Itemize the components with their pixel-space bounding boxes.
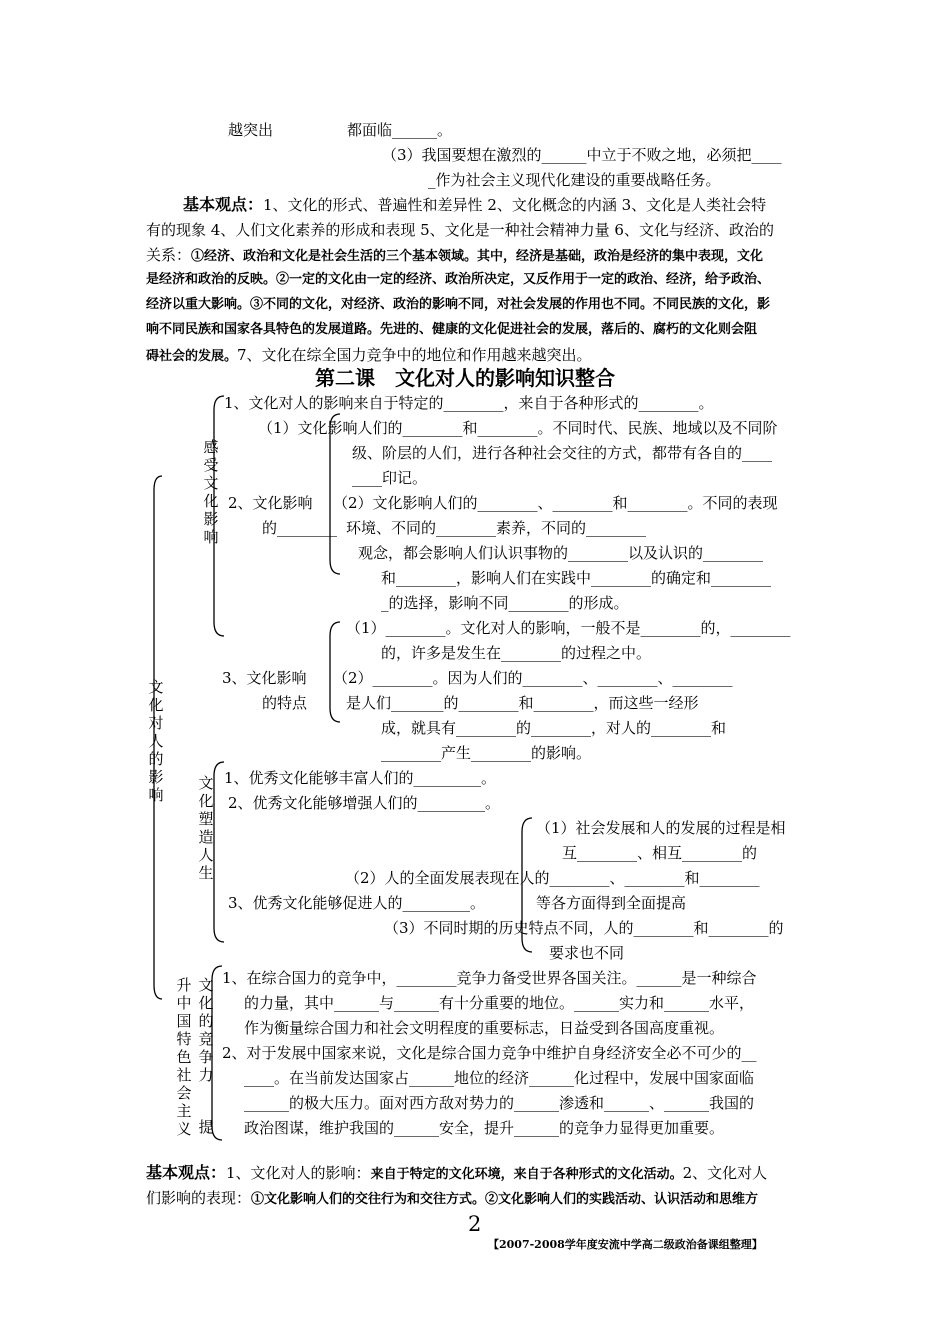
sec1-f2-line2: 是人们_______的________和________，而这些一经形: [346, 694, 699, 712]
basic2-text2a: 们影响的表现：: [146, 1189, 252, 1207]
basic1-line2: 有的现象 4、人们文化素养的形成和表现 5、文化是一种社会精神力量 6、文化与经济、政治的: [146, 221, 774, 239]
vertical-comp-right-label: 文化的竞争力: [198, 976, 214, 1084]
sec1-f2-line1: （2）________。因为人们的________、________、________: [333, 669, 733, 687]
sec1-item3-b: 的特点: [262, 694, 308, 712]
basic2-text2b: ①文化影响人们的交往行为和交往方式。②文化影响人们的实践活动、认识活动和思维方: [251, 1192, 759, 1207]
basic1-line4: 是经济和政治的反映。②一定的文化由一定的经济、政治所决定，又反作用于一定的政治、经济，给予政治、: [146, 272, 771, 287]
sec1-item2-a: 2、文化影响: [228, 494, 313, 512]
basic1-text1: 1、文化的形式、普遍性和差异性 2、文化概念的内涵 3、文化是人类社会特: [263, 196, 767, 214]
top-line1-b: 都面临______。: [347, 121, 453, 139]
basic1-line6: 响不同民族和国家各具特色的发展道路。先进的、健康的文化促进社会的发展，落后的、腐朽的文化则会阻: [146, 322, 758, 337]
sec3-line1: 1、在综合国力的竞争中，________竞争力备受世界各国关注。______是一种综合: [222, 969, 757, 987]
sec3-line2: 的力量，其中______与______有十分重要的地位。______实力和______水平，: [244, 994, 755, 1012]
basic2-text1c: 2、文化对人: [682, 1164, 768, 1182]
sec2-s1-line1: （1）社会发展和人的发展的过程是相: [536, 819, 786, 837]
basic2-label: 基本观点：: [146, 1163, 227, 1182]
basic1-text3b: ①经济、政治和文化是社会生活的三个基本领域。其中，经济是基础，政治是经济的集中表现，文化: [191, 249, 764, 264]
sec1-item1: 1、文化对人的影响来自于特定的________，来自于各种形式的________。: [224, 394, 714, 412]
vertical-comp-left-label: 升中国特色社会主义: [176, 976, 192, 1138]
sec1-sub2-line2: 环境、不同的________素养，不同的________: [346, 519, 647, 537]
vertical-feel-label: 感受文化影响: [203, 438, 219, 546]
top-line1-a: 越突出: [228, 121, 274, 139]
basic1-label: 基本观点：: [183, 195, 264, 214]
basic1-text7b: 7、文化在综全国力竞争中的地位和作用越来越突出。: [237, 346, 592, 364]
basic1-line1: [183, 196, 766, 214]
top-line3: _作为社会主义现代化建设的重要战略任务。: [428, 171, 721, 189]
basic2-text1a: 1、文化对人的影响：: [226, 1164, 371, 1182]
basic2-line2: [146, 1189, 758, 1209]
sec3-line6: ______的极大压力。面对西方敌对势力的______渗透和______、______我国的: [244, 1094, 755, 1112]
vertical-main-label: 文化对人的影响: [148, 678, 164, 804]
sec1-f2-line4: ________产生________的影响。: [381, 744, 592, 762]
basic2-text1b: 来自于特定的文化环境，来自于各种形式的文化活动。: [370, 1167, 683, 1182]
sec1-f1-line1: （1）________。文化对人的影响，一般不是________的，________: [346, 619, 791, 637]
vertical-comp-bottom-label: 提: [198, 1118, 214, 1136]
sec2-item2: 2、优秀文化能够增强人们的_________。: [228, 794, 501, 812]
sec1-sub2-line1: （2）文化影响人们的________、________和________。不同的表现: [333, 494, 778, 512]
footer-note: 【2007-2008学年度安流中学高二级政治备课组整理】: [488, 1238, 763, 1251]
sec2-item1: 1、优秀文化能够丰富人们的_________。: [224, 769, 497, 787]
sec1-sub1-line2: 级、阶层的人们，进行各种社会交往的方式，都带有各自的____: [352, 444, 773, 462]
sec3-line3: 作为衡量综合国力和社会文明程度的重要标志，日益受到各国高度重视。: [244, 1019, 725, 1037]
vertical-shape-label: 文化塑造人生: [198, 774, 214, 882]
sec2-s3-line1: （3）不同时期的历史特点不同，人的________和________的: [384, 919, 784, 937]
sec1-sub2-line4: 和________，影响人们在实践中________的确定和________: [381, 569, 772, 587]
sec2-s2-line1: （2）人的全面发展表现在人的________、________和________: [345, 869, 760, 887]
basic1-line7: [146, 346, 592, 366]
basic1-text7a: 碍社会的发展。: [146, 349, 238, 364]
sec1-sub2-line5: _的选择，影响不同________的形成。: [381, 594, 629, 612]
top-line2: （3）我国要想在激烈的______中立于不败之地，必须把____: [382, 146, 782, 164]
sec1-f2-line3: 成，就具有________的________，对人的________和: [381, 719, 727, 737]
basic2-line1: [146, 1164, 767, 1184]
sec1-item2-b: 的________: [262, 519, 338, 537]
sec3-line7: 政治图谋，维护我国的______安全，提升______的竞争力显得更加重要。: [244, 1119, 725, 1137]
sec3-line5: ____。在当前发达国家占______地位的经济______化过程中，发展中国家面临: [244, 1069, 755, 1087]
page-number: 2: [468, 1212, 482, 1236]
sec1-sub1-line1: （1）文化影响人们的________和________。不同时代、民族、地域以及不同阶: [258, 419, 778, 437]
sec2-s1-line2: 互________、相互________的: [562, 844, 758, 862]
basic1-line3: [146, 246, 763, 266]
sec1-sub1-line3: ____印记。: [352, 469, 428, 487]
sec3-line4: 2、对于发展中国家来说，文化是综合国力竞争中维护自身经济安全必不可少的__: [222, 1044, 757, 1062]
shape-brace: [214, 762, 224, 942]
basic1-line5: 经济以重大影响。③不同的文化，对经济、政治的影响不同，对社会发展的作用也不同。不同民族的文化，影: [146, 297, 771, 312]
lesson-title: 第二课 文化对人的影响知识整合: [315, 366, 615, 390]
sec1-f1-line2: 的，许多是发生在________的过程之中。: [381, 644, 652, 662]
sec1-item3-a: 3、文化影响: [222, 669, 307, 687]
sec2-s3-line2: 要求也不同: [549, 944, 625, 962]
basic1-text3a: 关系：: [146, 246, 192, 264]
sec1-sub2-line3: 观念，都会影响人们认识事物的________以及认识的________: [358, 544, 764, 562]
sec2-s2-line2: 等各方面得到全面提高: [536, 894, 687, 912]
sec2-item3: 3、优秀文化能够促进人的_________。: [228, 894, 486, 912]
